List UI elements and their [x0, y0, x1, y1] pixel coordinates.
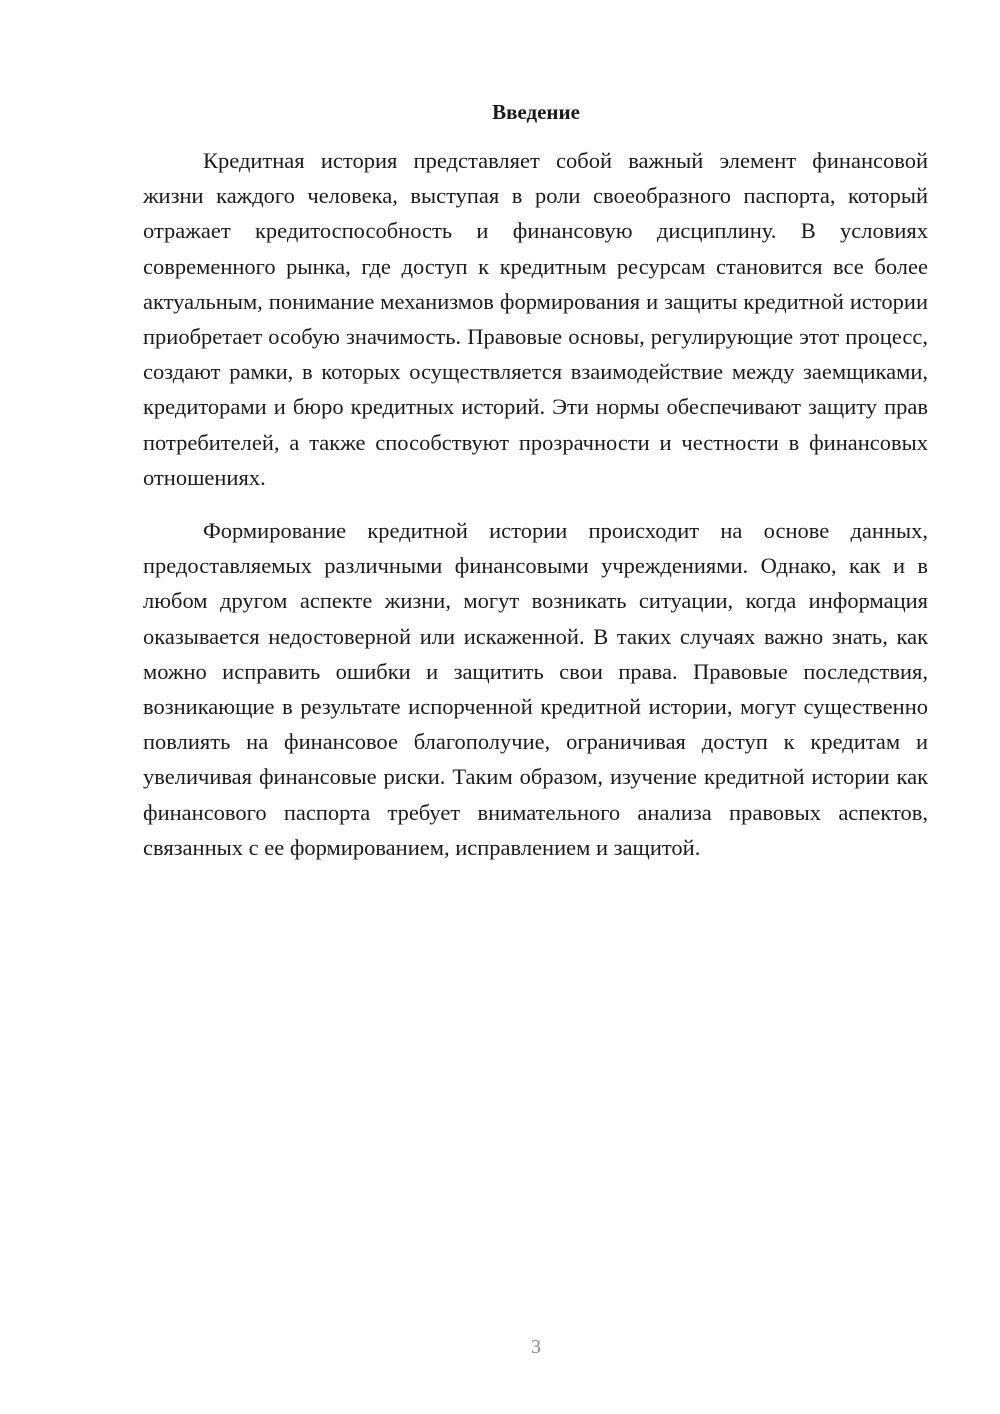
paragraph-1: Кредитная история представляет собой важный элемент финансовой жизни каждого человека, выступая в роли своеобразного паспорта, который отражает кредитоспособность и финансовую дисциплину. В условиях современного рынка, где доступ к кредитным ресурсам становится все более актуальным, понимание механизмов формирования и защиты кредитной истории приобретает особую значимость. Правовые основы, регулирующие этот процесс, создают рамки, в которых осуществляется взаимодействие между заемщиками, кредиторами и бюро кредитных историй. Эти нормы обеспечивают защиту прав потребителей, а также способствуют прозрачности и честности в финансовых отношениях.	[143, 148, 928, 490]
paragraph-2: Формирование кредитной истории происходит на основе данных, предоставляемых различными финансовыми учреждениями. Однако, как и в любом другом аспекте жизни, могут возникать ситуации, когда информация оказывается недостоверной или искаженной. В таких случаях важно знать, как можно исправить ошибки и защитить свои права. Правовые последствия, возникающие в результате испорченной кредитной истории, могут существенно повлиять на финансовое благополучие, ограничивая доступ к кредитам и увеличивая финансовые риски. Таким образом, изучение кредитной истории как финансового паспорта требует внимательного анализа правовых аспектов, связанных с ее формированием, исправлением и защитой.	[143, 518, 928, 860]
page-number: 3	[531, 1336, 541, 1358]
section-heading: Введение	[492, 100, 580, 124]
body-text	[143, 143, 928, 865]
